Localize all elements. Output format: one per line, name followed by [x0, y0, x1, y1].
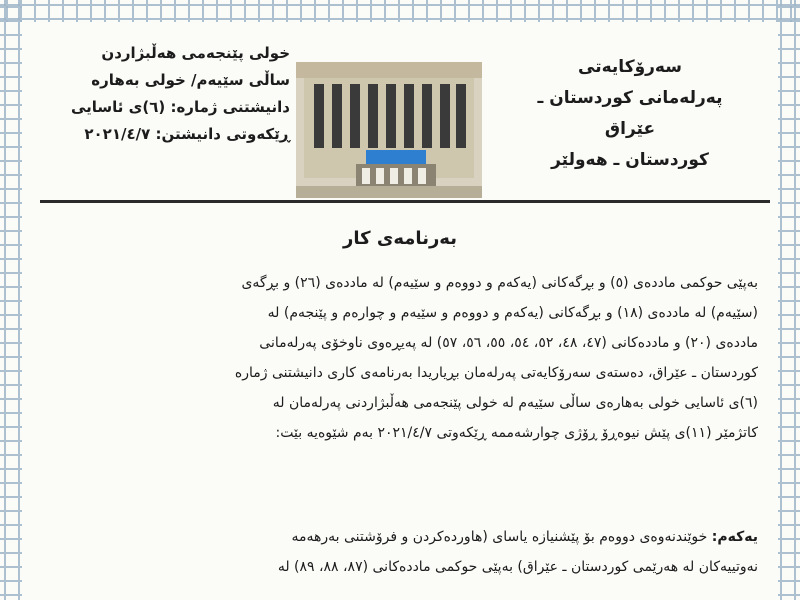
decorative-border-left	[0, 0, 22, 600]
header-right-line: سەرۆکایەتی	[578, 57, 682, 77]
paragraph-line: (٦)ی ئاسایی خولی بەهارەی ساڵی سێیەم لە خولی پێنجەمی هەڵبژاردنی پەرلەمان لە	[272, 395, 758, 411]
header-left-line: ساڵی سێیەم/ خولی بەهارە	[91, 71, 290, 89]
header-left-line: دانیشتنی ژمارە: (٦)ی ئاسایی	[70, 98, 290, 116]
paragraph-line: ماددەی (٢٠) و ماددەکانی (٤٧، ٤٨، ٥٢، ٥٤، ٥٥، ٥٦، ٥٧) لە پەیڕەوی ناوخۆی پەرلەمانی	[259, 335, 758, 351]
intro-paragraph	[38, 268, 758, 448]
agenda-item-text: خوێندنەوەی دووەم بۆ پێشنیازە یاسای (هاوردەکردن و فرۆشتنی بەرهەمە	[291, 529, 708, 545]
parliament-building-image	[296, 62, 482, 198]
header-right-line: پەرلەمانی کوردستان ـ عێراق	[537, 88, 723, 139]
decorative-border-right	[778, 0, 800, 600]
agenda-item-label: یەکەم:	[711, 529, 758, 545]
header-divider	[40, 200, 770, 203]
header-session-info	[40, 40, 290, 148]
paragraph-line	[38, 522, 758, 552]
paragraph-line: بەپێی حوکمی ماددەی (٥) و بڕگەکانی (یەکەم و دووەم و سێیەم) لە ماددەی (٢٦) و بڕگەی	[241, 275, 758, 291]
paragraph-line: کوردستان ـ عێراق، دەستەی سەرۆکایەتی پەرلەمان بڕیاریدا بەرنامەی کاری دانیشتنی ژمارە	[234, 365, 758, 381]
document-title: بەرنامەی کار	[343, 228, 457, 249]
paragraph-line: کاتژمێر (١١)ی پێش نیوەڕۆ ڕۆژی چوارشەممە ڕێکەوتی ٢٠٢١/٤/٧ بەم شێوەیە بێت:	[275, 425, 758, 441]
paragraph-line: (سێیەم) لە ماددەی (١٨) و بڕگەکانی (یەکەم و دووەم و سێیەم و چوارەم و پێنجەم) لە	[267, 305, 758, 321]
agenda-item-first	[38, 522, 758, 582]
header-right-line: کوردستان ـ هەولێر	[551, 150, 709, 170]
decorative-border-top	[0, 0, 800, 22]
paragraph-line: نەوتییەکان لە هەرێمی کوردستان ـ عێراق) بەپێی حوکمی ماددەکانی (٨٧، ٨٨، ٨٩) لە	[277, 559, 758, 575]
header-left-line: خولی پێنجەمی هەڵبژاردن	[101, 44, 290, 62]
header-left-line: ڕێکەوتی دانیشتن: ٢٠٢١/٤/٧	[84, 125, 290, 143]
header-institution	[520, 52, 740, 176]
